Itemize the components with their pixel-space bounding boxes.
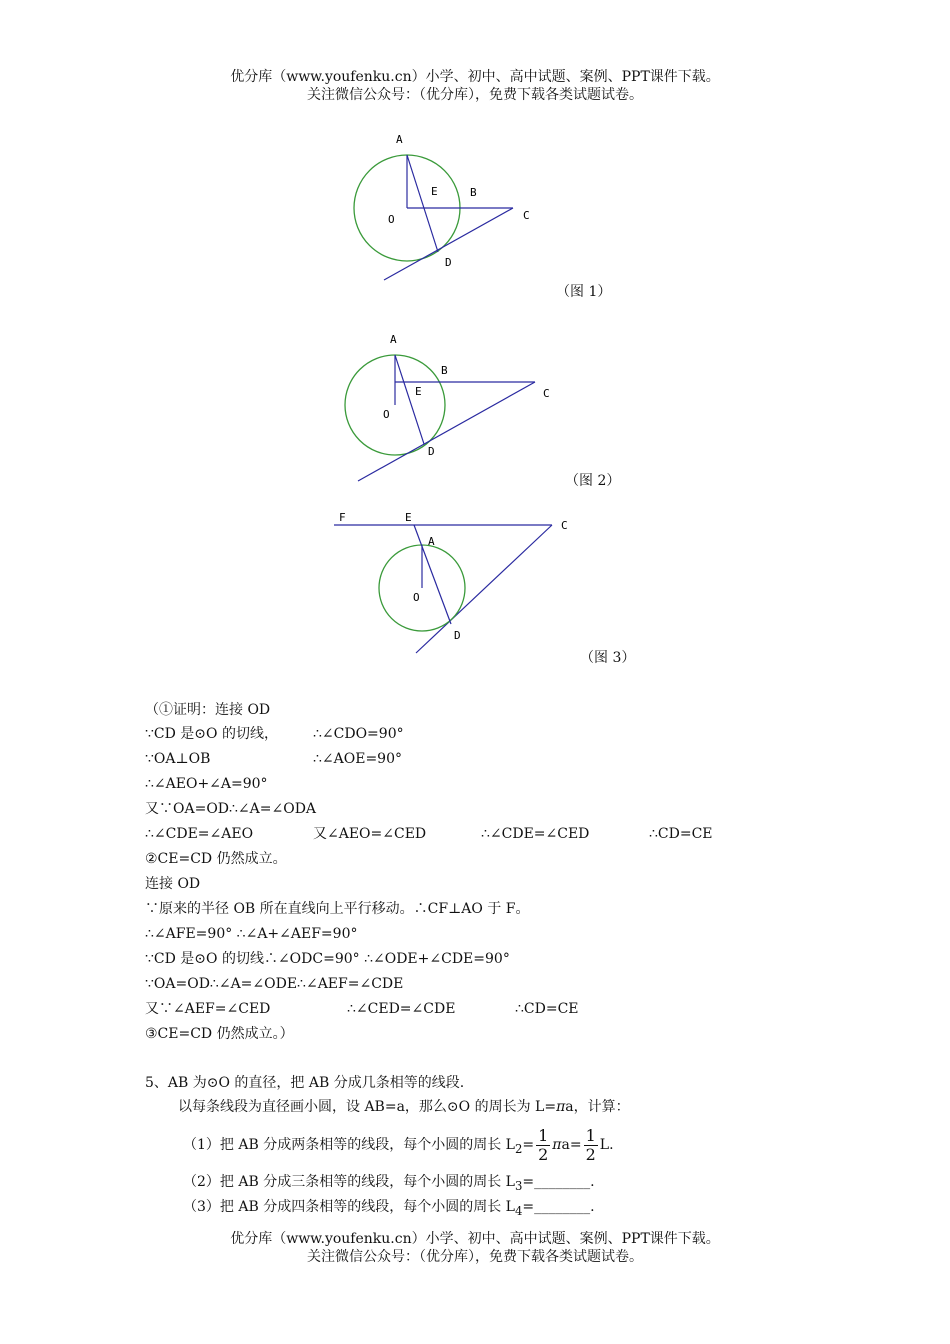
q1-text: （1）把 AB 分成两条相等的线段，每个小圆的周长 L bbox=[183, 1137, 515, 1153]
problem5-intro-tail: a，计算： bbox=[565, 1099, 630, 1115]
fig1-line-ad bbox=[407, 155, 438, 252]
fig1-caption: （图 1） bbox=[556, 284, 612, 300]
q1-equals: = bbox=[522, 1137, 535, 1153]
proof-line-9: ∵原来的半径 OB 所在直线向上平行移动。∴CF⊥AO 于 F。 bbox=[145, 901, 530, 917]
fig3-label-e: E bbox=[405, 511, 412, 524]
proof-line-13c: ∴CD=CE bbox=[515, 1001, 579, 1017]
problem5-q1 bbox=[183, 1125, 614, 1169]
proof-line-11: ∵CD 是⊙O 的切线∴∠ODC=90° ∴∠ODE+∠CDE=90° bbox=[145, 951, 510, 967]
q1-fraction-2-den: 2 bbox=[585, 1144, 596, 1164]
fig2-label-o: O bbox=[383, 408, 390, 421]
problem5-intro-text: 以每条线段为直径画小圆，设 AB=a，那么⊙O 的周长为 L= bbox=[178, 1099, 557, 1115]
q3-subscript: 4 bbox=[514, 1203, 523, 1218]
proof-line-3b: ∴∠AOE=90° bbox=[313, 751, 402, 767]
fig2-line-ad bbox=[395, 355, 424, 444]
proof-line-10: ∴∠AFE=90° ∴∠A+∠AEF=90° bbox=[145, 926, 358, 942]
fig3-label-a: A bbox=[428, 535, 435, 548]
fig3-caption: （图 3） bbox=[580, 650, 636, 666]
fig2-label-d: D bbox=[428, 445, 435, 458]
fig3-label-c: C bbox=[561, 519, 568, 532]
problem5-q2 bbox=[183, 1172, 595, 1196]
problem5-q3 bbox=[183, 1197, 595, 1221]
proof-line-13 bbox=[145, 999, 579, 1019]
q1-subscript: 2 bbox=[514, 1141, 523, 1156]
q1-fraction-1 bbox=[536, 1127, 550, 1164]
proof-line-14: ③CE=CD 仍然成立。） bbox=[145, 1026, 294, 1042]
header-line-1: 优分库（www.youfenku.cn）小学、初中、高中试题、案例、PPT课件下载。 bbox=[230, 69, 720, 85]
q3-blank: =________. bbox=[522, 1199, 595, 1215]
q2-text: （2）把 AB 分成三条相等的线段，每个小圆的周长 L bbox=[183, 1174, 515, 1190]
fig1-label-c: C bbox=[523, 209, 530, 222]
q3-text: （3）把 AB 分成四条相等的线段，每个小圆的周长 L bbox=[183, 1199, 515, 1215]
fig2-tangent-cd bbox=[358, 382, 535, 481]
proof-line-6d: ∴CD=CE bbox=[649, 826, 713, 842]
q1-tail: L. bbox=[599, 1137, 614, 1153]
proof-line-6c: ∴∠CDE=∠CED bbox=[481, 826, 590, 842]
proof-line-6a: ∴∠CDE=∠AEO bbox=[145, 826, 254, 842]
figure-2 bbox=[335, 328, 565, 488]
q1-a-equals: a= bbox=[561, 1137, 582, 1153]
fig1-label-e: E bbox=[431, 185, 438, 198]
proof-line-8: 连接 OD bbox=[145, 876, 201, 892]
fig1-tangent-cd bbox=[384, 208, 513, 280]
proof-line-13b: ∴∠CED=∠CDE bbox=[347, 1001, 456, 1017]
fig2-label-a: A bbox=[390, 333, 397, 346]
proof-line-12: ∵OA=OD∴∠A=∠ODE∴∠AEF=∠CDE bbox=[145, 976, 404, 992]
fig3-label-d: D bbox=[454, 629, 461, 642]
q2-blank: =________. bbox=[522, 1174, 595, 1190]
figure-3 bbox=[330, 508, 580, 668]
fig3-label-o: O bbox=[413, 591, 420, 604]
proof-line-13a: 又∵∠AEF=∠CED bbox=[145, 1001, 271, 1017]
proof-line-1: （①证明：连接 OD bbox=[145, 702, 271, 718]
proof-line-3 bbox=[145, 749, 402, 769]
problem5-intro bbox=[178, 1097, 630, 1117]
q1-fraction-1-den: 2 bbox=[538, 1144, 549, 1164]
fig2-label-c: C bbox=[543, 387, 550, 400]
q1-fraction-1-num: 1 bbox=[538, 1125, 549, 1145]
page-footer bbox=[0, 1230, 950, 1266]
problem5-title: 5、AB 为⊙O 的直径，把 AB 分成几条相等的线段. bbox=[145, 1075, 465, 1091]
proof-line-2 bbox=[145, 724, 404, 744]
proof-line-5: 又∵OA=OD∴∠A=∠ODA bbox=[145, 801, 317, 817]
fig1-label-b: B bbox=[470, 186, 477, 199]
proof-line-6b: 又∠AEO=∠CED bbox=[313, 826, 427, 842]
fig2-label-e: E bbox=[415, 385, 422, 398]
fig2-caption: （图 2） bbox=[565, 473, 621, 489]
proof-line-2b: ∴∠CDO=90° bbox=[313, 726, 404, 742]
page-header bbox=[0, 68, 950, 104]
proof-line-6 bbox=[145, 824, 713, 844]
proof-line-2a: ∵CD 是⊙O 的切线， bbox=[145, 726, 278, 742]
fig2-label-b: B bbox=[441, 364, 448, 377]
figure-1 bbox=[340, 128, 540, 288]
pi-symbol: π bbox=[552, 1137, 562, 1153]
fig1-label-o: O bbox=[388, 213, 395, 226]
proof-line-3a: ∵OA⊥OB bbox=[145, 751, 211, 767]
proof-line-4: ∴∠AEO+∠A=90° bbox=[145, 776, 268, 792]
q1-fraction-2-num: 1 bbox=[585, 1125, 596, 1145]
proof-line-7: ②CE=CD 仍然成立。 bbox=[145, 851, 287, 867]
fig3-label-f: F bbox=[339, 511, 346, 524]
pi-symbol: π bbox=[556, 1099, 566, 1115]
fig1-label-d: D bbox=[445, 256, 452, 269]
fig3-tangent-cd bbox=[416, 525, 552, 653]
header-line-2: 关注微信公众号：（优分库），免费下载各类试题试卷。 bbox=[307, 87, 643, 103]
footer-line-1: 优分库（www.youfenku.cn）小学、初中、高中试题、案例、PPT课件下载。 bbox=[230, 1231, 720, 1247]
q1-fraction-2 bbox=[584, 1127, 598, 1164]
q2-subscript: 3 bbox=[514, 1178, 523, 1193]
footer-line-2: 关注微信公众号：（优分库），免费下载各类试题试卷。 bbox=[307, 1249, 643, 1265]
fig1-label-a: A bbox=[396, 133, 403, 146]
